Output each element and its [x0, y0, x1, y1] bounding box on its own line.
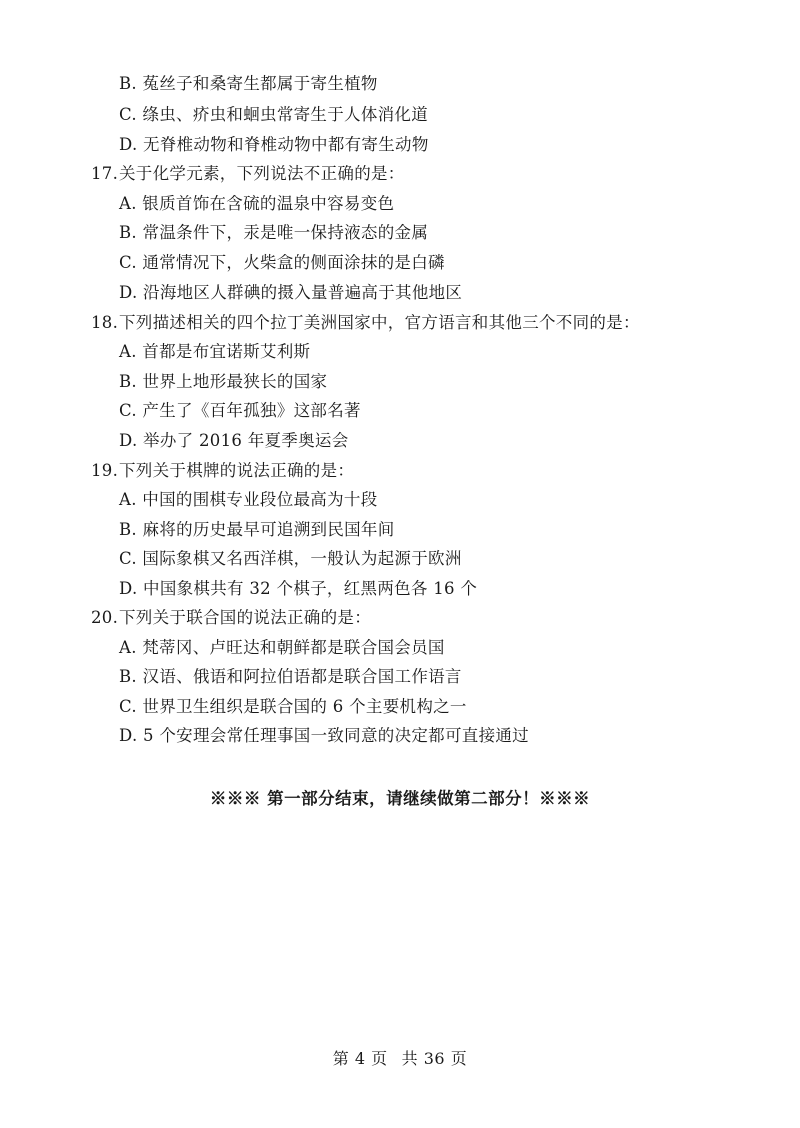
q20-stem: 下列关于联合国的说法正确的是：: [119, 608, 371, 627]
q17-option-c: C. 通常情况下，火柴盒的侧面涂抹的是白磷: [119, 253, 445, 272]
q18-option-c: C. 产生了《百年孤独》这部名著: [119, 401, 361, 420]
q17-number: 17.: [91, 164, 119, 183]
q20-option-b: B. 汉语、俄语和阿拉伯语都是联合国工作语言: [119, 667, 462, 686]
q18-number: 18.: [91, 313, 119, 332]
q18-option-d: D. 举办了 2016 年夏季奥运会: [119, 431, 349, 450]
q19-number: 19.: [91, 461, 119, 480]
page-total: 共 36 页: [401, 1049, 468, 1068]
q19-stem-line: [91, 460, 354, 482]
page-number: 第 4 页: [332, 1049, 388, 1068]
q20-stem-line: [91, 607, 371, 629]
q20-option-d: D. 5 个安理会常任理事国一致同意的决定都可直接通过: [119, 726, 529, 745]
q19-option-d: D. 中国象棋共有 32 个棋子，红黑两色各 16 个: [119, 579, 478, 598]
q17-stem: 关于化学元素，下列说法不正确的是：: [119, 164, 405, 183]
q17-option-a: A. 银质首饰在含硫的温泉中容易变色: [119, 194, 395, 213]
q17-option-b: B. 常温条件下，汞是唯一保持液态的金属: [119, 223, 429, 242]
q16-option-c: C. 绦虫、疥虫和蛔虫常寄生于人体消化道: [119, 105, 429, 124]
q16-option-b: B. 菟丝子和桑寄生都属于寄生植物: [119, 74, 378, 93]
q17-option-d: D. 沿海地区人群碘的摄入量普遍高于其他地区: [119, 283, 463, 302]
q18-option-b: B. 世界上地形最狭长的国家: [119, 372, 328, 391]
q17-stem-line: [91, 163, 405, 185]
q16-option-d: D. 无脊椎动物和脊椎动物中都有寄生动物: [119, 135, 429, 154]
page-footer: [0, 1046, 800, 1069]
q20-option-a: A. 梵蒂冈、卢旺达和朝鲜都是联合国会员国: [119, 638, 445, 657]
q18-option-a: A. 首都是布宜诺斯艾利斯: [119, 342, 311, 361]
q19-option-c: C. 国际象棋又名西洋棋，一般认为起源于欧洲: [119, 549, 462, 568]
q20-option-c: C. 世界卫生组织是联合国的 6 个主要机构之一: [119, 697, 467, 716]
q19-option-a: A. 中国的围棋专业段位最高为十段: [119, 490, 378, 509]
q19-stem: 下列关于棋牌的说法正确的是：: [119, 461, 355, 480]
q18-stem: 下列描述相关的四个拉丁美洲国家中，官方语言和其他三个不同的是：: [119, 313, 640, 332]
q19-option-b: B. 麻将的历史最早可追溯到民国年间: [119, 520, 395, 539]
q20-number: 20.: [91, 608, 119, 627]
part-one-end-note: ※※※ 第一部分结束，请继续做第二部分！※※※: [209, 789, 591, 808]
q18-stem-line: [91, 312, 640, 334]
